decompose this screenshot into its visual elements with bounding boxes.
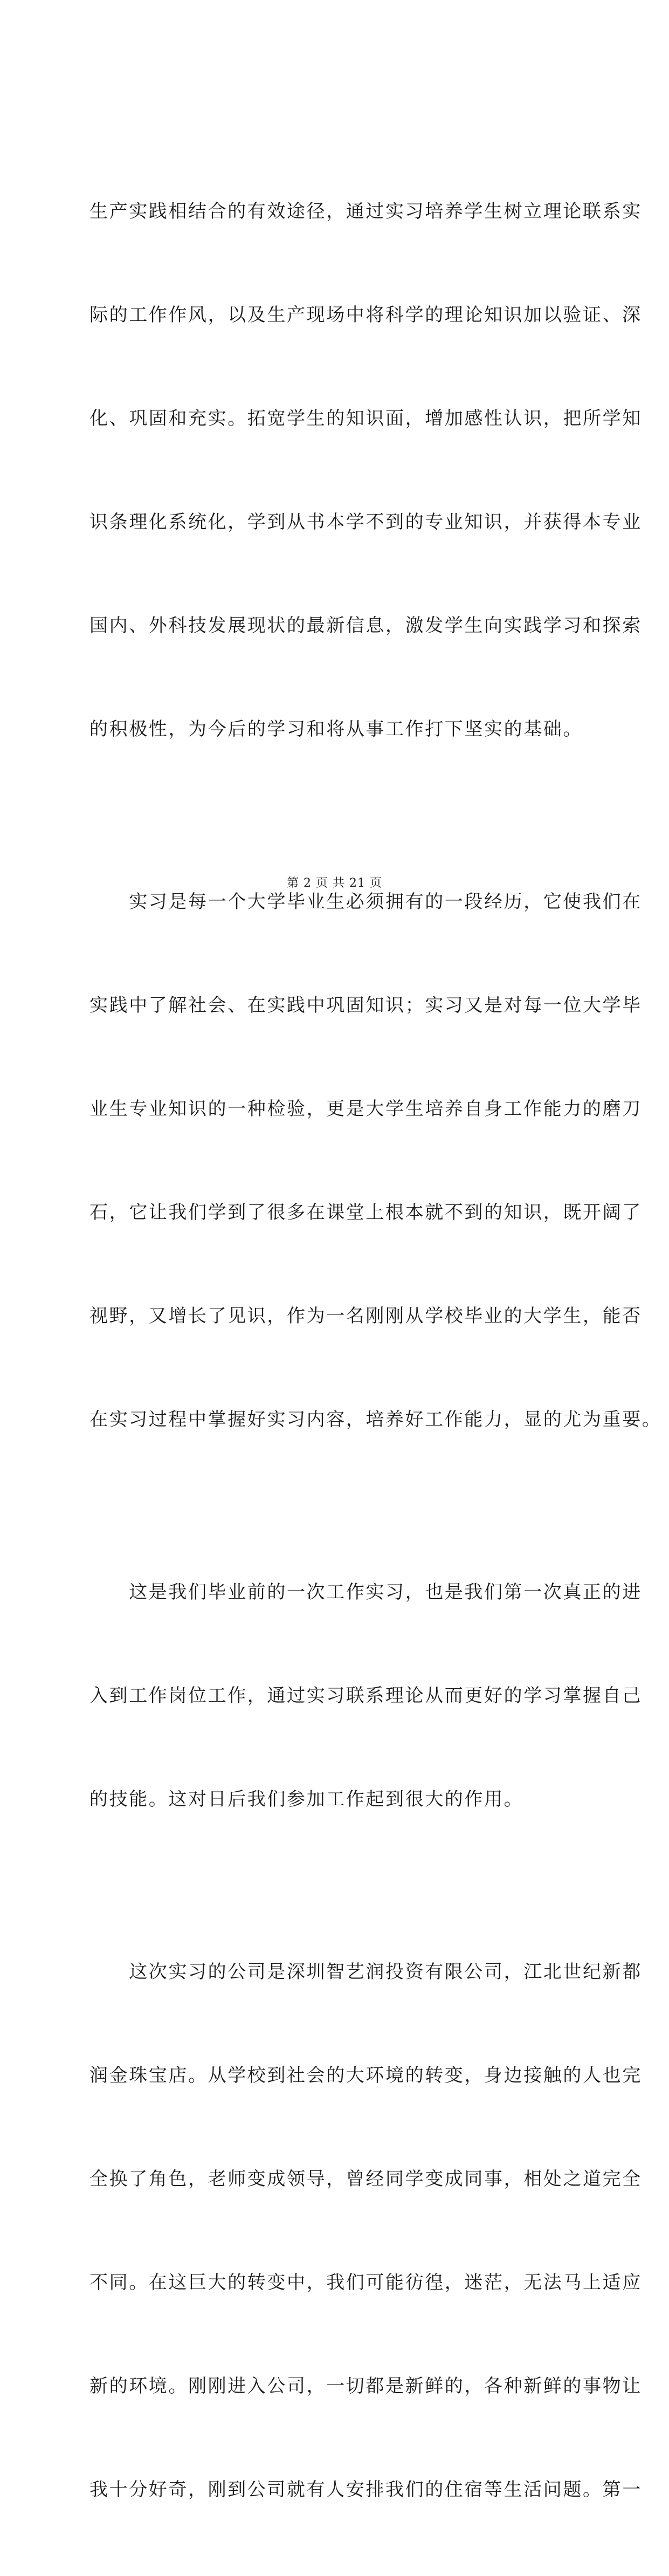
document-body <box>89 125 662 2576</box>
text-line: 业生专业知识的一种检验，更是大学生培养自身工作能力的磨刀 <box>89 1098 642 1120</box>
text-line: 入到工作岗位工作，通过实习联系理论从而更好的学习掌握自己 <box>89 1685 642 1707</box>
paragraph-3 <box>89 1506 642 1886</box>
text-line: 生产实践相结合的有效途径，通过实习培养学生树立理论联系实 <box>89 201 642 222</box>
text-line: 这次实习的公司是深圳智艺润投资有限公司，江北世纪新都 <box>89 1961 642 1983</box>
text-line: 在实习过程中掌握好实习内容，培养好工作能力，显的尤为重要。 <box>89 1409 662 1430</box>
text-line: 实习是每一个大学毕业生必须拥有的一段经历，它使我们在 <box>89 891 642 913</box>
paragraph-1 <box>89 125 642 816</box>
text-line: 的技能。这对日后我们参加工作起到很大的作用。 <box>89 1789 524 1810</box>
text-line: 识条理化系统化，学到从书本学不到的专业知识，并获得本专业 <box>89 511 642 533</box>
text-line: 不同。在这巨大的转变中，我们可能彷徨，迷茫，无法马上适应 <box>89 2272 642 2293</box>
text-line: 润金珠宝店。从学校到社会的大环境的转变，身边接触的人也完 <box>89 2065 642 2086</box>
text-line: 际的工作作风，以及生产现场中将科学的理论知识加以验证、深 <box>89 304 642 326</box>
text-line: 化、巩固和充实。拓宽学生的知识面，增加感性认识，把所学知 <box>89 408 642 429</box>
text-line: 这是我们毕业前的一次工作实习，也是我们第一次真正的进 <box>89 1581 642 1603</box>
text-line: 国内、外科技发展现状的最新信息，激发学生向实践学习和探索 <box>89 615 642 636</box>
text-line: 的积极性，为今后的学习和将从事工作打下坚实的基础。 <box>89 718 583 740</box>
text-line: 实践中了解社会、在实践中巩固知识；实习又是对每一位大学毕 <box>89 995 642 1016</box>
paragraph-4 <box>89 1886 642 2576</box>
page-number-footer: 第 2 页 共 21 页 <box>287 876 382 890</box>
paragraph-2 <box>89 816 662 1506</box>
text-line: 全换了角色，老师变成领导，曾经同学变成同事，相处之道完全 <box>89 2168 642 2190</box>
text-line: 我十分好奇，刚到公司就有人安排我们的住宿等生活问题。第一 <box>89 2479 642 2500</box>
text-line: 新的环境。刚刚进入公司，一切都是新鲜的，各种新鲜的事物让 <box>89 2375 642 2397</box>
text-line: 石，它让我们学到了很多在课堂上根本就不到的知识，既开阔了 <box>89 1202 642 1223</box>
text-line: 视野，又增长了见识，作为一名刚刚从学校毕业的大学生，能否 <box>89 1305 642 1327</box>
